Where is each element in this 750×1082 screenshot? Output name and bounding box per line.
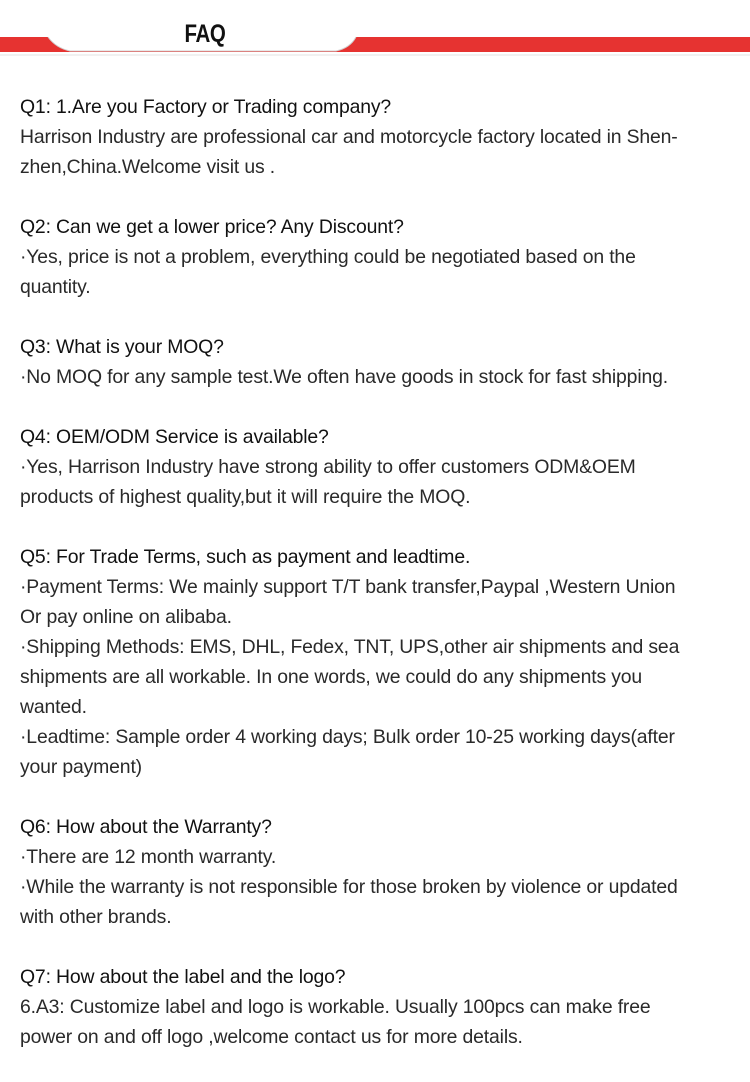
faq-item — [20, 542, 735, 782]
faq-answer-line: quantity. — [20, 276, 91, 298]
faq-answer-line: Or pay online on alibaba. — [20, 606, 232, 628]
faq-item — [20, 92, 735, 182]
faq-answer-line: ·No MOQ for any sample test.We often have goods in stock for fast shipping. — [20, 366, 668, 388]
faq-answer-line: with other brands. — [20, 906, 172, 928]
faq-answer-line: Harrison Industry are professional car and motorcycle factory located in Shen- — [20, 126, 678, 148]
faq-answer-line: ·There are 12 month warranty. — [20, 846, 277, 868]
faq-answer-line: ·Yes, Harrison Industry have strong ability to offer customers ODM&OEM — [20, 456, 636, 478]
faq-answer-line: ·Payment Terms: We mainly support T/T bank transfer,Paypal ,Western Union — [20, 576, 676, 598]
faq-item — [20, 212, 735, 302]
faq-banner — [0, 0, 750, 60]
faq-question: Q6: How about the Warranty? — [20, 816, 272, 838]
faq-answer-line: ·Shipping Methods: EMS, DHL, Fedex, TNT, UPS,other air shipments and sea — [20, 636, 680, 658]
faq-list — [20, 92, 735, 1082]
faq-answer-line: power on and off logo ,welcome contact us for more details. — [20, 1026, 523, 1048]
faq-answer-line: zhen,China.Welcome visit us . — [20, 156, 276, 178]
faq-question: Q2: Can we get a lower price? Any Discount? — [20, 216, 404, 238]
faq-item — [20, 812, 735, 932]
faq-answer-line: 6.A3: Customize label and logo is workable. Usually 100pcs can make free — [20, 996, 651, 1018]
faq-answer-line: ·Yes, price is not a problem, everything could be negotiated based on the — [20, 246, 636, 268]
faq-question: Q4: OEM/ODM Service is available? — [20, 426, 329, 448]
faq-answer-line: your payment) — [20, 756, 142, 778]
faq-answer-line: ·While the warranty is not responsible for those broken by violence or updated — [20, 876, 678, 898]
faq-item — [20, 962, 735, 1052]
faq-answer-line: products of highest quality,but it will require the MOQ. — [20, 486, 471, 508]
faq-answer-line: wanted. — [20, 696, 87, 718]
faq-question: Q5: For Trade Terms, such as payment and leadtime. — [20, 546, 471, 568]
page-title: FAQ — [184, 20, 226, 48]
faq-question: Q1: 1.Are you Factory or Trading company? — [20, 96, 392, 118]
faq-question: Q7: How about the label and the logo? — [20, 966, 346, 988]
faq-item — [20, 332, 735, 392]
faq-question: Q3: What is your MOQ? — [20, 336, 224, 358]
faq-answer-line: ·Leadtime: Sample order 4 working days; Bulk order 10-25 working days(after — [20, 726, 675, 748]
banner-shape — [0, 0, 750, 60]
faq-item — [20, 422, 735, 512]
faq-answer-line: shipments are all workable. In one words, we could do any shipments you — [20, 666, 643, 688]
